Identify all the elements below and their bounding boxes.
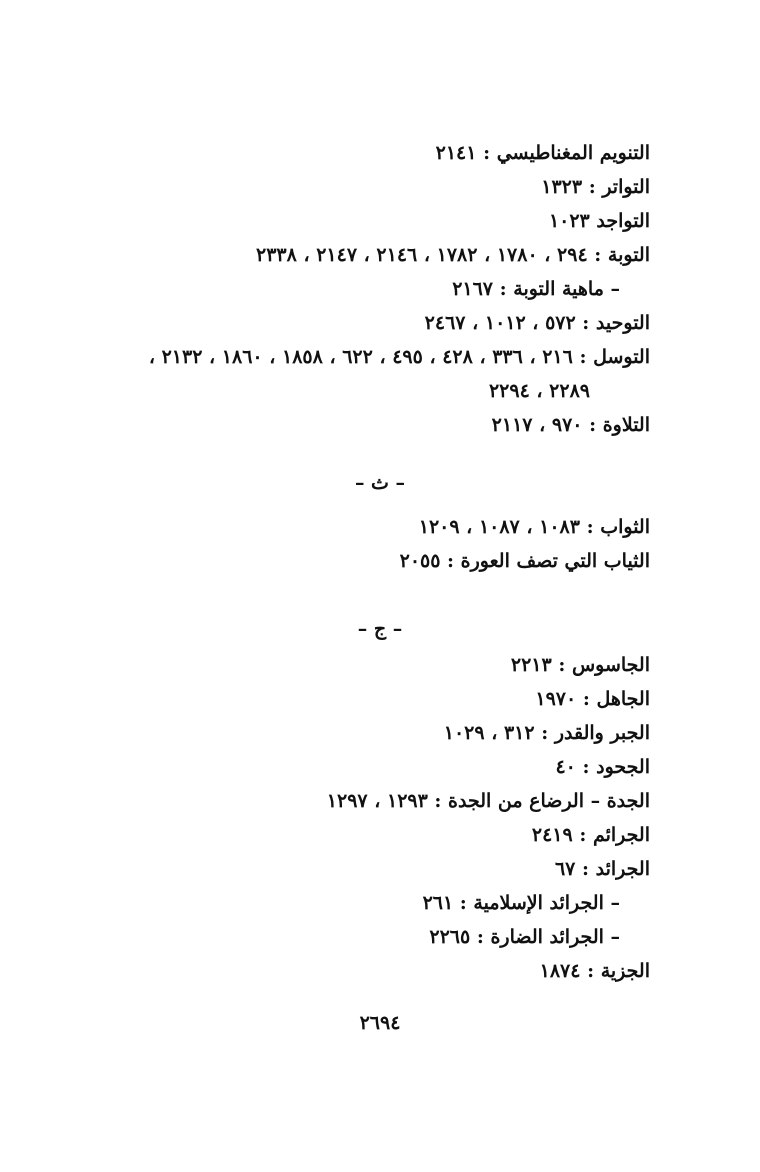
- index-entry: الجدة – الرضاع من الجدة : ١٢٩٣ ، ١٢٩٧: [326, 790, 650, 812]
- index-entry: الجاسوس : ٢٢١٣: [510, 654, 650, 676]
- index-subentry: – الجرائد الإسلامية : ٢٦١: [422, 892, 620, 914]
- section-heading: – ج –: [357, 618, 403, 640]
- index-entry: الثواب : ١٠٨٣ ، ١٠٨٧ ، ١٢٠٩: [418, 516, 650, 538]
- index-entry: الجبر والقدر : ٣١٢ ، ١٠٢٩: [443, 722, 650, 744]
- index-entry: الجرائم : ٢٤١٩: [531, 824, 650, 846]
- index-subentry: – ماهية التوبة : ٢١٦٧: [452, 278, 620, 300]
- index-entry: التواجد ١٠٢٣: [548, 210, 650, 232]
- index-entry: التوحيد : ٥٧٢ ، ١٠١٢ ، ٢٤٦٧: [424, 312, 650, 334]
- index-entry: الثياب التي تصف العورة : ٢٠٥٥: [399, 550, 650, 572]
- section-tha-heading-row: [0, 466, 760, 500]
- section-ta-entries: [50, 136, 650, 442]
- index-entry: التنويم المغناطيسي : ٢١٤١: [435, 142, 650, 164]
- index-entry: التوسل : ٢١٦ ، ٣٣٦ ، ٤٢٨ ، ٤٩٥ ، ٦٢٢ ، ١٨٥٨ ، ١٨٦٠ ، ٢١٣٢ ،: [148, 346, 650, 368]
- index-entry: التوبة : ٢٩٤ ، ١٧٨٠ ، ١٧٨٢ ، ٢١٤٦ ، ٢١٤٧ ، ٢٣٣٨: [256, 244, 650, 266]
- index-entry-continuation: ٢٢٨٩ ، ٢٢٩٤: [488, 380, 590, 402]
- index-subentry: – الجرائد الضارة : ٢٢٦٥: [429, 926, 620, 948]
- index-entry: الجزية : ١٨٧٤: [539, 960, 650, 982]
- section-jim-heading-row: [0, 612, 760, 646]
- index-entry: التواتر : ١٣٢٣: [541, 176, 650, 198]
- index-entry: الجاهل : ١٩٧٠: [535, 688, 650, 710]
- section-jim-entries: [50, 648, 650, 988]
- section-heading: – ث –: [354, 472, 406, 494]
- section-tha-entries: [50, 510, 650, 578]
- page-number: ٢٦٩٤: [359, 1012, 401, 1034]
- index-entry: الجحود : ٤٠: [555, 756, 650, 778]
- index-entry: التلاوة : ٩٧٠ ، ٢١١٧: [491, 414, 650, 436]
- index-entry: الجرائد : ٦٧: [554, 858, 650, 880]
